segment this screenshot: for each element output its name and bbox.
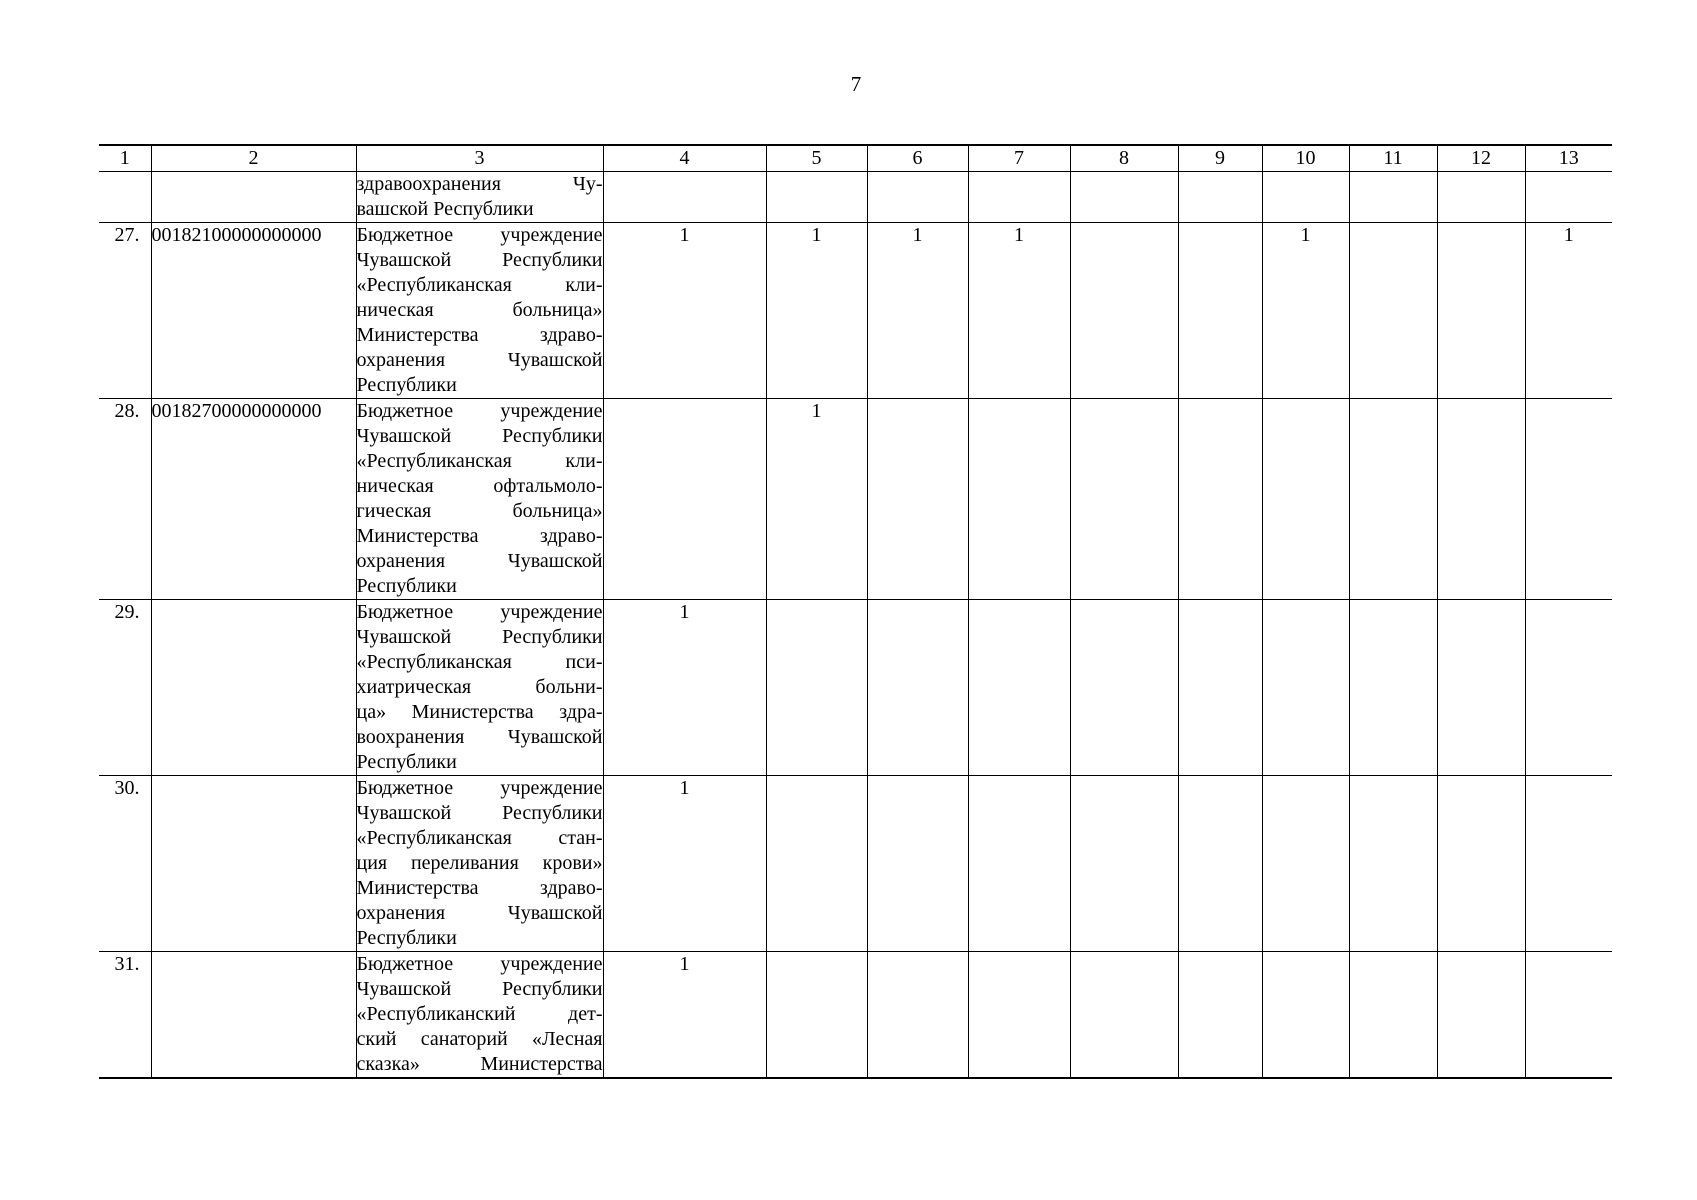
value-cell-col-12: [1437, 172, 1525, 223]
value-cell-col-6: [867, 600, 968, 776]
row-number: 28.: [99, 399, 151, 600]
column-header-10: 10: [1262, 145, 1349, 172]
value-cell-col-4: 1: [603, 223, 766, 399]
organization-name-line: «Республиканская пси-: [356, 651, 603, 673]
organization-name-line: Бюджетное учреждение: [356, 601, 603, 623]
value-cell-col-4: [603, 399, 766, 600]
value-cell-col-6: [867, 776, 968, 952]
column-header-3: 3: [356, 145, 603, 172]
column-header-8: 8: [1070, 145, 1178, 172]
organization-name-line: Бюджетное учреждение: [356, 400, 603, 422]
value-cell-col-11: [1349, 223, 1437, 399]
value-cell-col-11: [1349, 399, 1437, 600]
column-header-9: 9: [1178, 145, 1262, 172]
value-cell-col-7: [968, 600, 1070, 776]
value-cell-col-10: [1262, 399, 1349, 600]
organization-name-line: «Республиканская стан-: [356, 827, 603, 849]
value-cell-col-8: [1070, 776, 1178, 952]
value-cell-col-7: [968, 399, 1070, 600]
value-cell-col-10: [1262, 952, 1349, 1079]
organization-code: [151, 952, 356, 1079]
column-header-1: 1: [99, 145, 151, 172]
organization-name-line: сказка» Министерства: [356, 1053, 603, 1075]
value-cell-col-9: [1178, 172, 1262, 223]
value-cell-col-4: 1: [603, 952, 766, 1079]
value-cell-col-13: [1525, 600, 1612, 776]
value-cell-col-13: [1525, 399, 1612, 600]
organization-name-line: охранения Чувашской: [356, 349, 603, 371]
register-table: [99, 144, 1612, 1079]
value-cell-col-6: [867, 399, 968, 600]
value-cell-col-10: 1: [1262, 223, 1349, 399]
row-number: 27.: [99, 223, 151, 399]
organization-code: [151, 172, 356, 223]
value-cell-col-11: [1349, 600, 1437, 776]
organization-name-line: вашской Республики: [356, 198, 534, 220]
table-row: [99, 776, 1612, 952]
value-cell-col-5: [766, 172, 867, 223]
value-cell-col-9: [1178, 600, 1262, 776]
column-header-2: 2: [151, 145, 356, 172]
value-cell-col-8: [1070, 600, 1178, 776]
organization-name-line: Республики: [356, 927, 457, 949]
organization-name: [356, 600, 603, 776]
table-row: [99, 399, 1612, 600]
table-row: [99, 600, 1612, 776]
organization-code: [151, 776, 356, 952]
organization-name-line: Чувашской Республики: [356, 978, 603, 1000]
table-row: [99, 952, 1612, 1079]
organization-name-line: здравоохранения Чу-: [356, 173, 603, 195]
value-cell-col-11: [1349, 776, 1437, 952]
value-cell-col-11: [1349, 952, 1437, 1079]
row-number: 30.: [99, 776, 151, 952]
header-row: [99, 145, 1612, 172]
table-row: [99, 172, 1612, 223]
column-header-13: 13: [1525, 145, 1612, 172]
value-cell-col-7: 1: [968, 223, 1070, 399]
organization-name-line: «Республиканская кли-: [356, 450, 603, 472]
value-cell-col-5: [766, 600, 867, 776]
value-cell-col-13: [1525, 172, 1612, 223]
organization-name-line: ническая офтальмоло-: [356, 475, 603, 497]
value-cell-col-12: [1437, 399, 1525, 600]
organization-name-line: Бюджетное учреждение: [356, 777, 603, 799]
value-cell-col-8: [1070, 399, 1178, 600]
organization-name-line: Республики: [356, 751, 457, 773]
column-header-11: 11: [1349, 145, 1437, 172]
column-header-4: 4: [603, 145, 766, 172]
value-cell-col-12: [1437, 952, 1525, 1079]
value-cell-col-11: [1349, 172, 1437, 223]
value-cell-col-5: 1: [766, 223, 867, 399]
value-cell-col-10: [1262, 600, 1349, 776]
value-cell-col-9: [1178, 776, 1262, 952]
value-cell-col-4: 1: [603, 776, 766, 952]
organization-name-line: гическая больница»: [356, 500, 603, 522]
value-cell-col-12: [1437, 223, 1525, 399]
value-cell-col-9: [1178, 223, 1262, 399]
organization-name-line: Министерства здраво-: [356, 877, 603, 899]
page-number: 7: [850, 72, 862, 96]
value-cell-col-12: [1437, 600, 1525, 776]
organization-name-line: Министерства здраво-: [356, 324, 603, 346]
value-cell-col-7: [968, 952, 1070, 1079]
value-cell-col-5: 1: [766, 399, 867, 600]
value-cell-col-7: [968, 776, 1070, 952]
organization-name-line: Чувашской Республики: [356, 249, 603, 271]
organization-name: [356, 399, 603, 600]
organization-code: [151, 600, 356, 776]
value-cell-col-10: [1262, 172, 1349, 223]
organization-name-line: ническая больница»: [356, 299, 603, 321]
value-cell-col-9: [1178, 952, 1262, 1079]
organization-name-line: «Республиканская кли-: [356, 274, 603, 296]
value-cell-col-13: 1: [1525, 223, 1612, 399]
organization-name-line: Министерства здраво-: [356, 525, 603, 547]
organization-name-line: Республики: [356, 374, 457, 396]
value-cell-col-8: [1070, 952, 1178, 1079]
organization-name-line: Чувашской Республики: [356, 802, 603, 824]
value-cell-col-5: [766, 952, 867, 1079]
value-cell-col-5: [766, 776, 867, 952]
column-header-7: 7: [968, 145, 1070, 172]
organization-name-line: ский санаторий «Лесная: [356, 1028, 603, 1050]
organization-name-line: «Республиканский дет-: [356, 1003, 603, 1025]
organization-name: [356, 952, 603, 1079]
organization-name: [356, 223, 603, 399]
value-cell-col-10: [1262, 776, 1349, 952]
column-header-5: 5: [766, 145, 867, 172]
value-cell-col-6: [867, 172, 968, 223]
organization-name-line: ца» Министерства здра-: [356, 701, 603, 723]
organization-name-line: воохранения Чувашской: [356, 726, 603, 748]
organization-name-line: Бюджетное учреждение: [356, 224, 603, 246]
column-header-12: 12: [1437, 145, 1525, 172]
organization-code: 00182100000000000: [151, 223, 356, 399]
value-cell-col-8: [1070, 223, 1178, 399]
value-cell-col-9: [1178, 399, 1262, 600]
table-body: [99, 172, 1612, 1079]
value-cell-col-6: [867, 952, 968, 1079]
row-number: 31.: [99, 952, 151, 1079]
row-number: [99, 172, 151, 223]
value-cell-col-7: [968, 172, 1070, 223]
value-cell-col-13: [1525, 776, 1612, 952]
organization-name-line: охранения Чувашской: [356, 550, 603, 572]
organization-name-line: ция переливания крови»: [356, 852, 603, 874]
value-cell-col-12: [1437, 776, 1525, 952]
value-cell-col-13: [1525, 952, 1612, 1079]
row-number: 29.: [99, 600, 151, 776]
organization-name-line: Чувашской Республики: [356, 626, 603, 648]
value-cell-col-4: [603, 172, 766, 223]
organization-name-line: Бюджетное учреждение: [356, 953, 603, 975]
table-row: [99, 223, 1612, 399]
value-cell-col-4: 1: [603, 600, 766, 776]
organization-name-line: Чувашской Республики: [356, 425, 603, 447]
organization-name-line: хиатрическая больни-: [356, 676, 603, 698]
organization-name: [356, 172, 603, 223]
organization-name-line: охранения Чувашской: [356, 902, 603, 924]
value-cell-col-8: [1070, 172, 1178, 223]
column-header-6: 6: [867, 145, 968, 172]
organization-name: [356, 776, 603, 952]
value-cell-col-6: 1: [867, 223, 968, 399]
organization-name-line: Республики: [356, 575, 457, 597]
organization-code: 00182700000000000: [151, 399, 356, 600]
